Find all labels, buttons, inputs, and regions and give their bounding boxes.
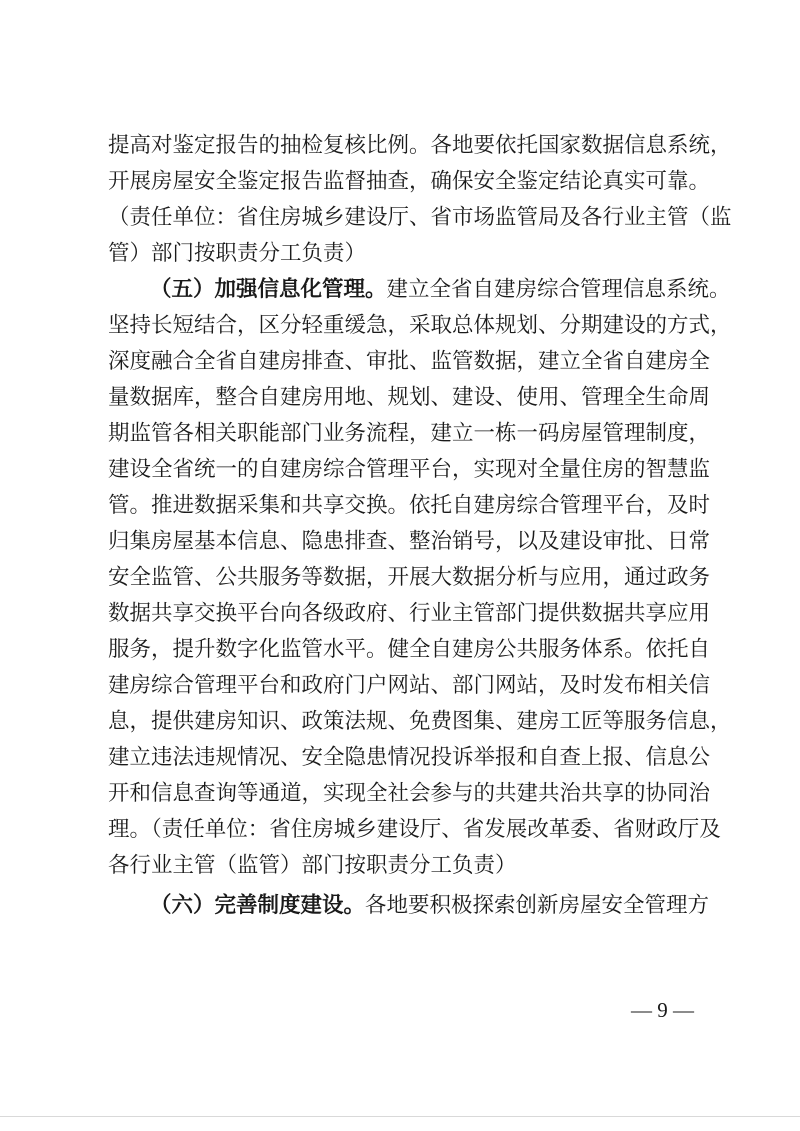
- text-line: 开和信息查询等通道，实现全社会参与的共建共治共享的协同治: [108, 781, 711, 806]
- section-5-text: 建立全省自建房综合管理信息系统。: [386, 277, 731, 302]
- section-6-text: 各地要积极探索创新房屋安全管理方: [365, 893, 710, 918]
- text-line: 建立违法违规情况、安全隐患情况投诉举报和自查上报、信息公: [108, 745, 711, 770]
- section-5-heading: （五）加强信息化管理。: [150, 277, 387, 302]
- text-line: 各行业主管（监管）部门按职责分工负责）: [108, 853, 517, 878]
- text-line: 期监管各相关职能部门业务流程，建立一栋一码房屋管理制度，: [108, 421, 711, 446]
- text-line: 开展房屋安全鉴定报告监督抽查，确保安全鉴定结论真实可靠。: [108, 169, 711, 194]
- section-6-line: [150, 888, 710, 924]
- text-line: 管。推进数据采集和共享交换。依托自建房综合管理平台，及时: [108, 493, 711, 518]
- text-line: 量数据库，整合自建房用地、规划、建设、使用、管理全生命周: [108, 385, 711, 410]
- text-line: 理。（责任单位：省住房城乡建设厅、省发展改革委、省财政厅及: [108, 817, 721, 842]
- page-bottom-edge: [0, 1116, 800, 1117]
- text-line: 管）部门按职责分工负责）: [108, 241, 367, 266]
- text-line: 深度融合全省自建房排查、审批、监管数据，建立全省自建房全: [108, 349, 711, 374]
- text-line: 归集房屋基本信息、隐患排查、整治销号，以及建设审批、日常: [108, 529, 711, 554]
- text-line: 息，提供建房知识、政策法规、免费图集、建房工匠等服务信息，: [108, 709, 732, 734]
- section-5-line: [150, 272, 731, 308]
- text-line: 数据共享交换平台向各级政府、行业主管部门提供数据共享应用: [108, 601, 711, 626]
- text-line: 安全监管、公共服务等数据，开展大数据分析与应用，通过政务: [108, 565, 711, 590]
- text-line: 服务，提升数字化监管水平。健全自建房公共服务体系。依托自: [108, 637, 711, 662]
- text-line: 建房综合管理平台和政府门户网站、部门网站，及时发布相关信: [108, 673, 711, 698]
- text-line: （责任单位：省住房城乡建设厅、省市场监管局及各行业主管（监: [108, 205, 732, 230]
- text-line: 建设全省统一的自建房综合管理平台，实现对全量住房的智慧监: [108, 457, 711, 482]
- page-number: — 9 —: [631, 998, 694, 1022]
- text-line: 提高对鉴定报告的抽检复核比例。各地要依托国家数据信息系统，: [108, 133, 732, 158]
- text-line: 坚持长短结合，区分轻重缓急，采取总体规划、分期建设的方式，: [108, 313, 732, 338]
- section-6-heading: （六）完善制度建设。: [150, 893, 366, 918]
